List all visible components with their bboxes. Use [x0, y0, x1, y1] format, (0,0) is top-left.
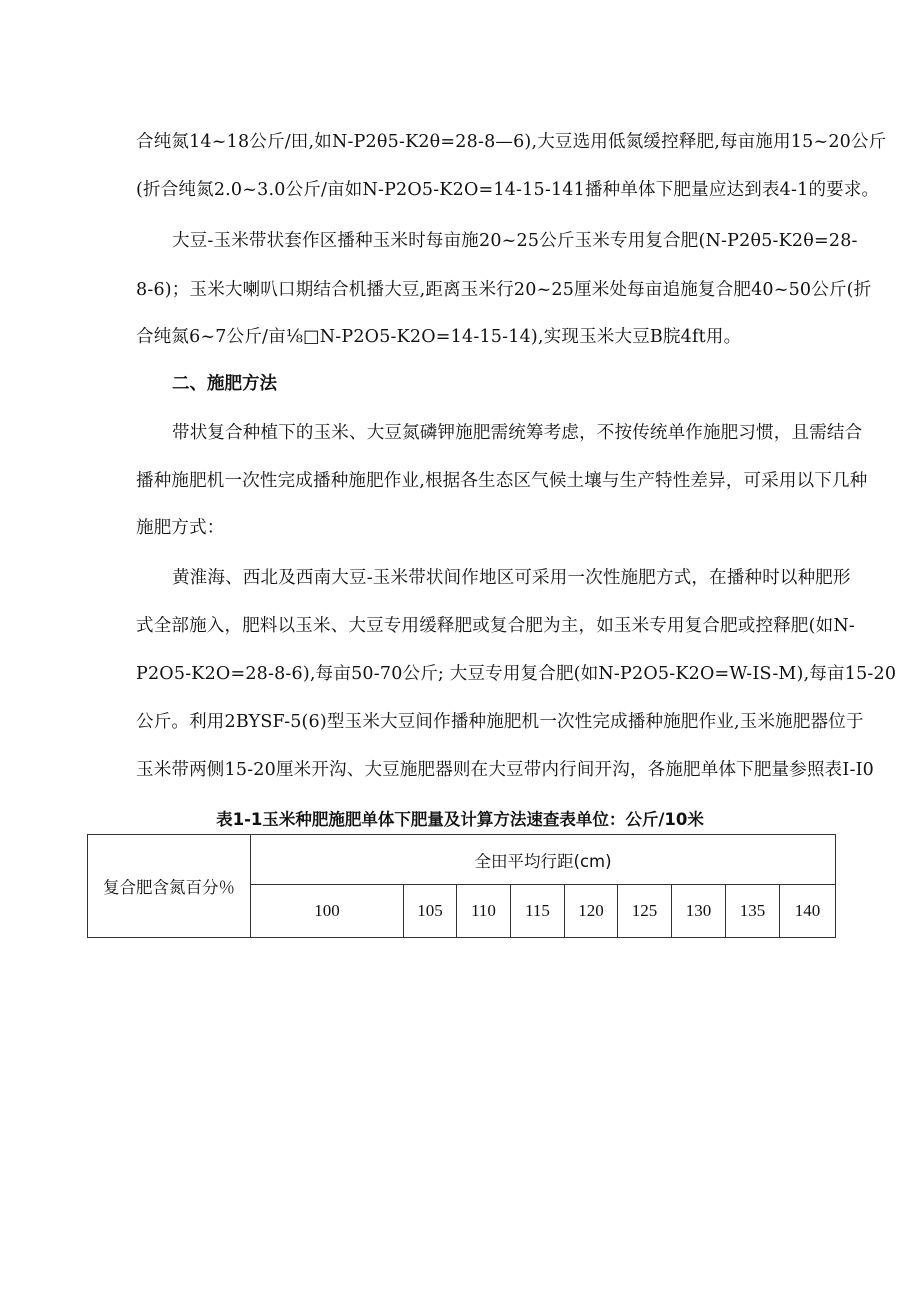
nitrogen-percent-header: 复合肥含氮百分％: [88, 835, 251, 938]
paragraph-4-line-5: 玉米带两侧15-20厘米开沟、大豆施肥器则在大豆带内行间开沟，各施肥单体下肥量参照表I-I0: [136, 760, 875, 780]
spacing-value: 135: [726, 885, 780, 938]
paragraph-4-line-3: P2O5-K2O=28-8-6),每亩50-70公斤; 大豆专用复合肥(如N-P2O5-K2O=W-IS-M),每亩15-20: [136, 664, 897, 684]
paragraph-1-line-1: 合纯氮14~18公斤/田,如N-P2θ5-K2θ=28-8—6),大豆选用低氮缓控释肥,每亩施用15~20公斤: [136, 132, 887, 152]
row-spacing-header: 全田平均行距(cm): [251, 835, 836, 885]
spacing-value: 125: [618, 885, 672, 938]
paragraph-2-line-3: 合纯氮6~7公斤/亩⅛□N-P2O5-K2O=14-15-14),实现玉米大豆B脘4ft用。: [136, 327, 742, 347]
paragraph-4-line-4: 公斤。利用2BYSF-5(6)型玉米大豆间作播种施肥机一次性完成播种施肥作业,玉米施肥器位于: [136, 712, 864, 732]
spacing-value: 120: [565, 885, 618, 938]
paragraph-3-line-1: 带状复合种植下的玉米、大豆氮磷钾施肥需统筹考虑，不按传统单作施肥习惯，且需结合: [172, 423, 863, 443]
paragraph-4-line-2: 式全部施入，肥料以玉米、大豆专用缓释肥或复合肥为主，如玉米专用复合肥或控释肥(如N-: [136, 616, 855, 636]
fertilizer-speed-table: [87, 834, 836, 938]
spacing-value: 130: [672, 885, 726, 938]
paragraph-2-line-2: 8-6)；玉米大喇叭口期结合机播大豆,距离玉米行20~25厘米处每亩追施复合肥40~50公斤(折: [136, 280, 872, 300]
paragraph-2-line-1: 大豆-玉米带状套作区播种玉米时每亩施20~25公斤玉米专用复合肥(N-P2θ5-K2θ=28-: [172, 231, 858, 251]
table-caption: 表1-1玉米种肥施肥单体下肥量及计算方法速查表单位：公斤/10米: [216, 810, 704, 829]
spacing-value: 115: [511, 885, 565, 938]
spacing-value: 140: [780, 885, 836, 938]
paragraph-1-line-2: (折合纯氮2.0~3.0公斤/亩如N-P2O5-K2O=14-15-141播种单体下肥量应达到表4-1的要求。: [136, 180, 880, 200]
paragraph-3-line-3: 施肥方式：: [136, 518, 225, 538]
paragraph-4-line-1: 黄淮海、西北及西南大豆-玉米带状间作地区可采用一次性施肥方式，在播种时以种肥形: [172, 568, 851, 588]
spacing-value: 110: [457, 885, 511, 938]
paragraph-3-line-2: 播种施肥机一次性完成播种施肥作业,根据各生态区气候土壤与生产特性差异，可采用以下几种: [136, 471, 868, 491]
section-heading: 二、施肥方法: [172, 374, 277, 394]
spacing-value: 100: [251, 885, 404, 938]
spacing-value: 105: [404, 885, 457, 938]
